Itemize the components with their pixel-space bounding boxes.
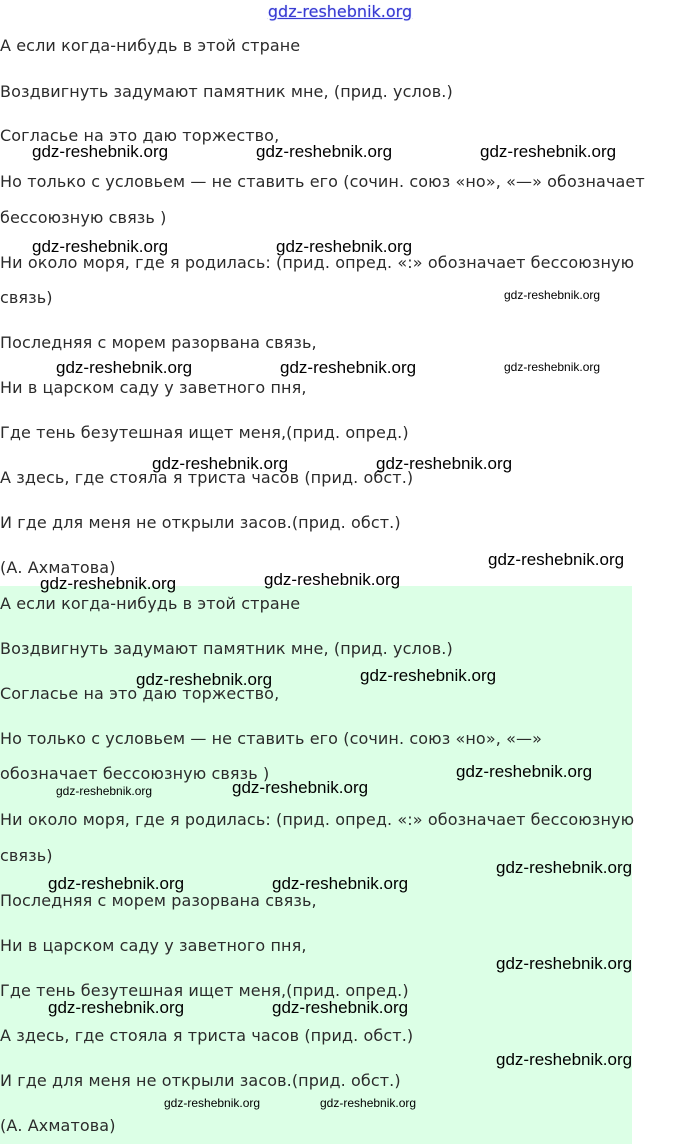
poem-line: Ни около моря, где я родилась: (прид. опред. «:» обозначает бессоюзную — [0, 810, 635, 829]
poem-line: Где тень безутешная ищет меня,(прид. опред.) — [0, 981, 409, 1000]
poem-line: И где для меня не открыли засов.(прид. обст.) — [0, 513, 401, 532]
watermark: gdz-reshebnik.org — [496, 858, 633, 877]
watermark: gdz-reshebnik.org — [456, 762, 593, 781]
watermark: gdz-reshebnik.org — [488, 550, 625, 569]
poem-line: обозначает бессоюзную связь ) — [0, 764, 270, 783]
watermark: gdz-reshebnik.org — [280, 358, 417, 377]
watermark: gdz-reshebnik.org — [360, 666, 497, 685]
poem-line: Где тень безутешная ищет меня,(прид. опред.) — [0, 423, 409, 442]
poem-line: Воздвигнуть задумают памятник мне, (прид. услов.) — [0, 639, 453, 658]
watermark: gdz-reshebnik.org — [272, 874, 409, 893]
poem-line: Согласье на это даю торжество, — [0, 684, 280, 703]
poem-line: И где для меня не открыли засов.(прид. обст.) — [0, 1071, 401, 1090]
poem-line: Воздвигнуть задумают памятник мне, (прид. услов.) — [0, 82, 453, 101]
poem-line: А здесь, где стояла я триста часов (прид. обст.) — [0, 468, 414, 487]
watermark: gdz-reshebnik.org — [56, 358, 193, 377]
poem-line: Но только с условьем — не ставить его (сочин. союз «но», «—» обозначает — [0, 172, 645, 191]
poem-line: бессоюзную связь ) — [0, 208, 167, 227]
watermark: gdz-reshebnik.org — [496, 1050, 633, 1069]
watermark: gdz-reshebnik.org — [56, 784, 153, 798]
poem-line: Но только с условьем — не ставить его (сочин. союз «но», «—» — [0, 729, 542, 748]
watermark: gdz-reshebnik.org — [480, 142, 617, 161]
watermark: gdz-reshebnik.org — [504, 360, 601, 374]
poem-line: А если когда-нибудь в этой стране — [0, 594, 301, 613]
poem-line: А если когда-нибудь в этой стране — [0, 36, 301, 55]
watermark: gdz-reshebnik.org — [48, 874, 185, 893]
poem-line: Ни около моря, где я родилась: (прид. опред. «:» обозначает бессоюзную — [0, 253, 635, 272]
watermark: gdz-reshebnik.org — [320, 1096, 417, 1110]
watermark: gdz-reshebnik.org — [40, 574, 177, 593]
watermark: gdz-reshebnik.org — [272, 998, 409, 1017]
watermark: gdz-reshebnik.org — [48, 998, 185, 1017]
watermark: gdz-reshebnik.org — [136, 670, 273, 689]
watermark: gdz-reshebnik.org — [164, 1096, 261, 1110]
watermark: gdz-reshebnik.org — [376, 454, 513, 473]
poem-line: Последняя с морем разорвана связь, — [0, 333, 317, 352]
poem-line: Согласье на это даю торжество, — [0, 126, 280, 145]
author-credit: (А. Ахматова) — [0, 558, 116, 577]
site-link[interactable]: gdz-reshebnik.org — [267, 2, 413, 21]
poem-line: Ни в царском саду у заветного пня, — [0, 378, 307, 397]
watermark: gdz-reshebnik.org — [32, 237, 169, 256]
watermark: gdz-reshebnik.org — [232, 778, 369, 797]
poem-line: связь) — [0, 846, 53, 865]
watermark: gdz-reshebnik.org — [256, 142, 393, 161]
watermark: gdz-reshebnik.org — [152, 454, 289, 473]
author-credit: (А. Ахматова) — [0, 1116, 116, 1135]
watermark: gdz-reshebnik.org — [496, 954, 633, 973]
watermark: gdz-reshebnik.org — [264, 570, 401, 589]
watermark: gdz-reshebnik.org — [276, 237, 413, 256]
poem-line: Ни в царском саду у заветного пня, — [0, 936, 307, 955]
watermark: gdz-reshebnik.org — [32, 142, 169, 161]
watermark: gdz-reshebnik.org — [504, 288, 601, 302]
poem-line: А здесь, где стояла я триста часов (прид. обст.) — [0, 1026, 414, 1045]
answer-block — [0, 30, 680, 586]
poem-line: Последняя с морем разорвана связь, — [0, 891, 317, 910]
poem-line: связь) — [0, 288, 53, 307]
